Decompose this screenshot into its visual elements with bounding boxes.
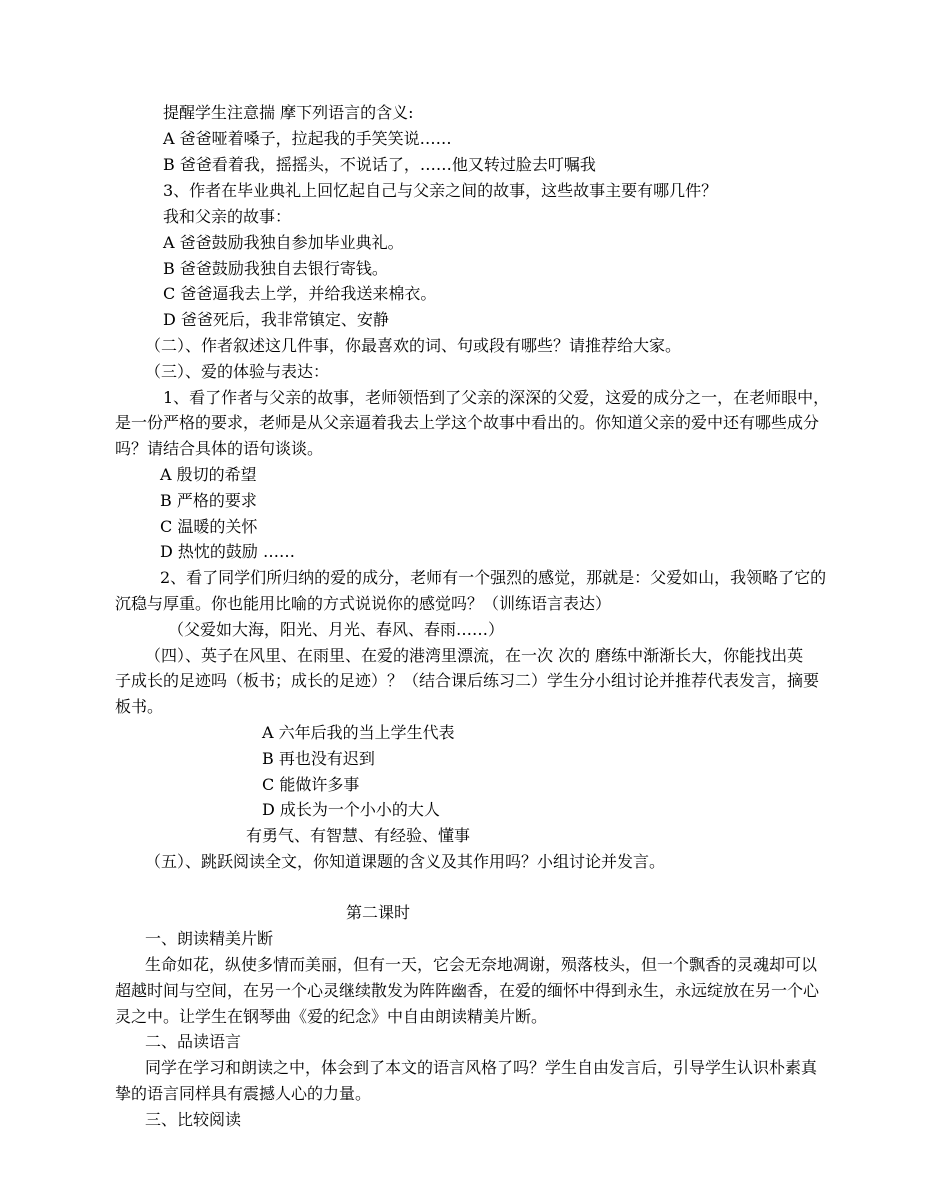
text-line: 三、比较阅读 [145,1110,242,1129]
text-line: A 殷切的希望 [160,465,257,484]
text-line: （五）、跳跃阅读全文，你知道课题的含义及其作用吗？小组讨论并发言。 [145,852,666,871]
text-line: 二、品读语言 [145,1032,242,1051]
text-line: D 热忱的鼓励 …… [160,542,296,561]
text-line: D 成长为一个小小的大人 [262,800,440,819]
section-title: 第二课时 [346,903,411,922]
text-line: C 能做许多事 [262,775,360,794]
text-line: A 爸爸鼓励我独自参加毕业典礼。 [163,233,404,252]
text-line: 子成长的足迹吗（板书；成长的足迹）？（结合课后练习二）学生分小组讨论并推荐代表发言，摘要 [115,671,820,690]
text-line: 吗？请结合具体的语句谈谈。 [115,439,324,458]
text-line: （二）、作者叙述这几件事，你最喜欢的词、句或段有哪些？请推荐给大家。 [145,336,682,355]
text-line: 灵之中。让学生在钢琴曲《爱的纪念》中自由朗读精美片断。 [115,1007,548,1026]
text-line: 生命如花，纵使多情而美丽，但有一天，它会无奈地凋谢，殒落枝头，但一个飘香的灵魂却可以 [145,955,818,974]
text-line: C 温暖的关怀 [160,517,258,536]
text-line: B 严格的要求 [160,491,257,510]
text-line: 我和父亲的故事： [163,207,292,226]
text-line: B 爸爸鼓励我独自去银行寄钱。 [163,259,388,278]
text-line: 是一份严格的要求，老师是从父亲逼着我去上学这个故事中看出的。你知道父亲的爱中还有哪些成分 [115,413,820,432]
text-line: C 爸爸逼我去上学，并给我送来棉衣。 [163,284,437,303]
text-line: 沉稳与厚重。你也能用比喻的方式说说你的感觉吗？（训练语言表达） [115,594,612,613]
text-line: 提醒学生注意揣 摩下列语言的含义: [163,103,414,122]
text-line: 3、作者在毕业典礼上回忆起自己与父亲之间的故事，这些故事主要有哪几件？ [163,181,718,200]
text-line: 同学在学习和朗读之中，体会到了本文的语言风格了吗？学生自由发言后，引导学生认识朴素真 [145,1058,818,1077]
text-line: B 爸爸看着我，摇摇头，不说话了，……他又转过脸去叮嘱我 [163,155,596,174]
text-line: 2、看了同学们所归纳的爱的成分，老师有一个强烈的感觉，那就是：父爱如山，我领略了它的 [160,568,827,587]
text-line: （三）、爱的体验与表达： [145,362,330,381]
text-line: D 爸爸死后，我非常镇定、安静 [163,310,389,329]
text-line: （四）、英子在风里、在雨里、在爱的港湾里漂流，在一次 次的 磨练中渐渐长大，你能找出英 [145,646,804,665]
text-line: B 再也没有迟到 [262,749,375,768]
text-line: （父爱如大海，阳光、月光、春风、春雨……） [168,620,505,639]
text-line: 板书。 [115,697,164,716]
text-line: 1、看了作者与父亲的故事，老师领悟到了父亲的深深的父爱，这爱的成分之一，在老师眼中， [163,388,830,407]
text-line: A 爸爸哑着嗓子，拉起我的手笑笑说…… [163,129,452,148]
text-line: 挚的语言同样具有震撼人心的力量。 [115,1084,372,1103]
text-line: A 六年后我的当上学生代表 [262,723,455,742]
text-line: 一、朗读精美片断 [145,929,274,948]
text-line: 有勇气、有智慧、有经验、懂事 [246,826,471,845]
text-line: 超越时间与空间，在另一个心灵继续散发为阵阵幽香，在爱的缅怀中得到永生，永远绽放在另一个心 [115,981,820,1000]
